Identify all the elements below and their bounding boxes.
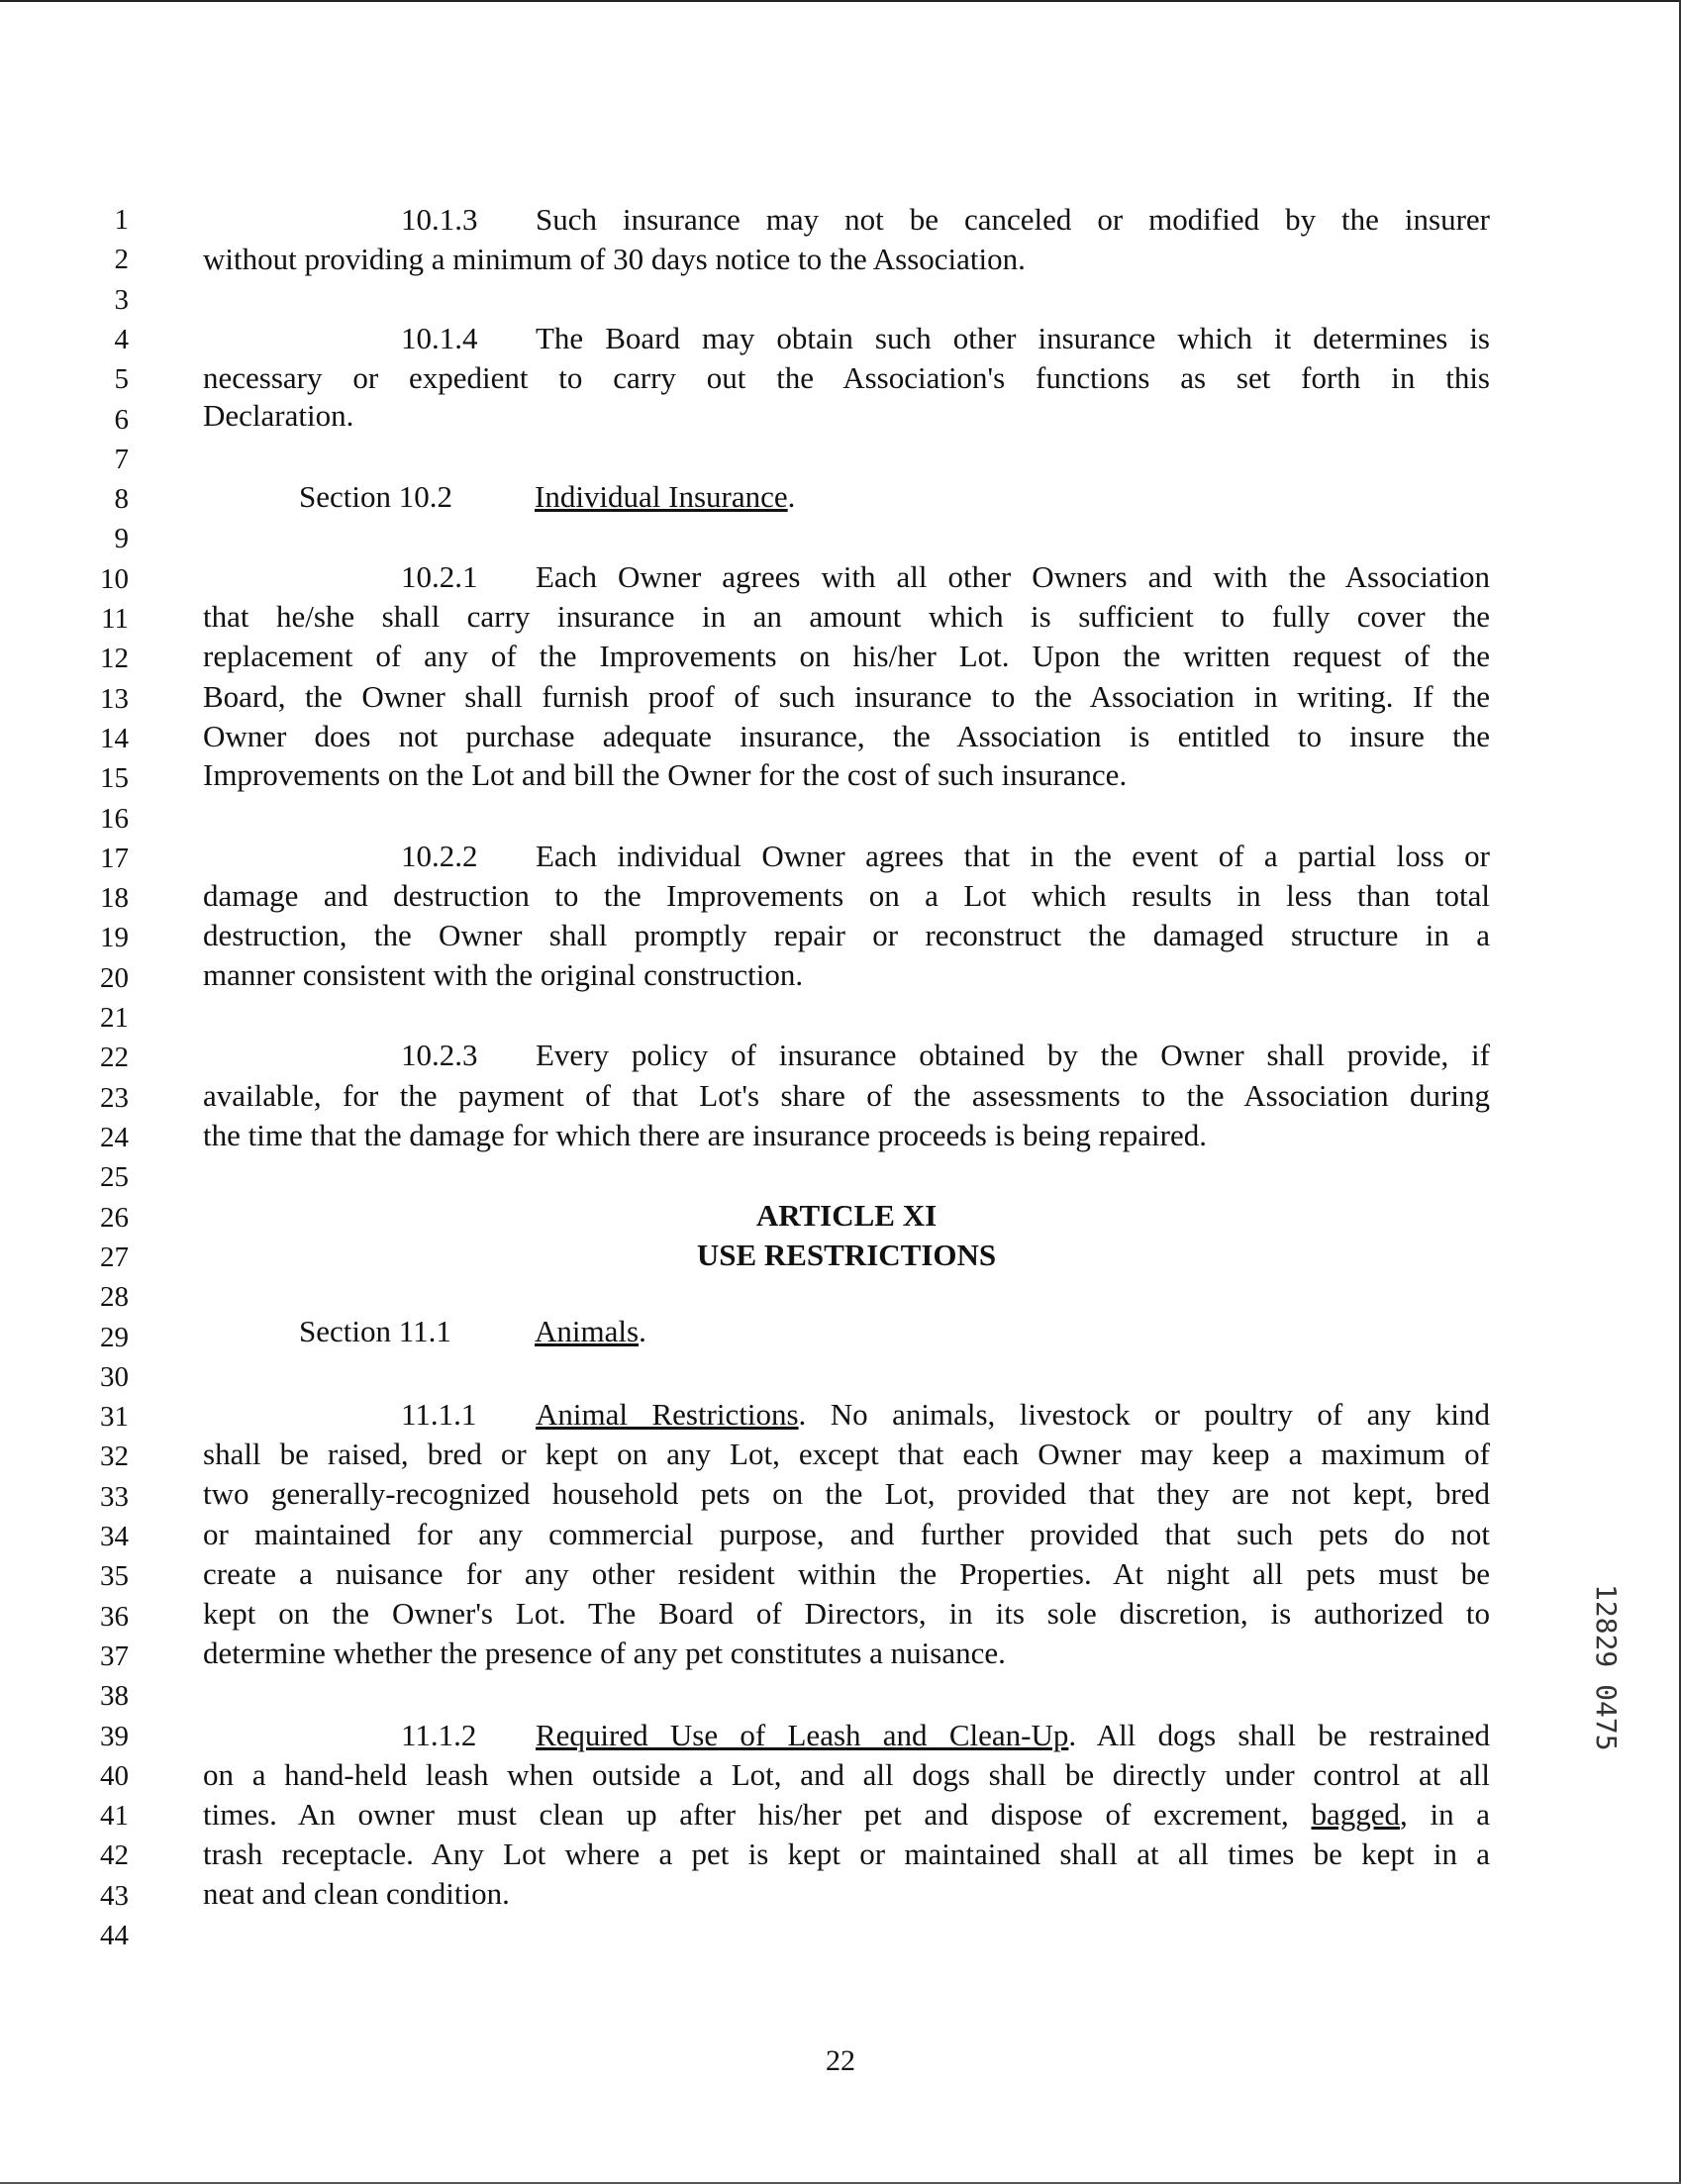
line-number: 43 [100,1879,129,1912]
line-number: 40 [100,1759,129,1792]
line-number: 4 [114,323,129,355]
paragraph-number: 10.2.2 [401,839,478,873]
line-number: 5 [114,363,129,396]
paragraph-10-1-3-line-2: without providing a minimum of 30 days notice to the Association. [203,242,1026,276]
paragraph-number: 10.2.1 [401,559,478,594]
line-number: 36 [100,1600,129,1633]
paragraph-number: 10.1.4 [401,321,478,355]
section-10-2-heading [299,477,795,517]
section-11-1-heading [299,1312,646,1351]
text-line: The Board may obtain such other insurance which it determines is [536,321,1490,355]
paragraph-10-2-1-line-4: Board, the Owner shall furnish proof of such insurance to the Association in writing. If the [203,679,1490,714]
paragraph-11-1-1-line-6: kept on the Owner's Lot. The Board of Directors, in its sole discretion, is authorized to [203,1596,1490,1631]
line-number: 2 [114,244,129,276]
line-number: 22 [100,1042,129,1074]
paragraph-11-1-1-line-4: or maintained for any commercial purpose, and further provided that such pets do not [203,1517,1490,1551]
paragraph-number: 10.1.3 [401,202,478,237]
article-title: USE RESTRICTIONS [696,1238,997,1272]
punctuation: . [787,479,796,514]
line-number: 29 [100,1321,129,1353]
text-line: Every policy of insurance obtained by the Owner shall provide, if [536,1038,1490,1072]
text-line: . All dogs shall be restrained [1068,1718,1490,1752]
paragraph-11-1-1-line-5: create a nuisance for any other resident within the Properties. At night all pets must be [203,1556,1490,1591]
line-number: 11 [101,603,129,635]
section-label: Section 10.2 [299,479,452,514]
page-number: 22 [826,2044,855,2077]
line-number: 34 [100,1521,129,1552]
text-line: Each individual Owner agrees that in the event of a partial loss or [536,839,1490,873]
line-number: 21 [100,1002,129,1034]
line-number: 16 [100,802,129,835]
section-label: Section 11.1 [299,1314,451,1348]
paragraph-10-1-4-line-3: Declaration. [203,398,354,433]
text-line: Such insurance may not be canceled or modified by the insurer [536,202,1490,237]
line-number: 35 [100,1560,129,1593]
paragraph-10-2-1-line-2: that he/she shall carry insurance in an amount which is sufficient to fully cover the [203,599,1490,634]
recording-stamp: 12829 0475 [1590,1584,1623,1751]
line-number: 42 [100,1839,129,1872]
line-number: 37 [100,1639,129,1672]
paragraph-10-1-4-line-2: necessary or expedient to carry out the Association's functions as set forth in this [203,360,1490,395]
line-number: 13 [100,682,129,715]
line-number: 33 [100,1480,129,1513]
underlined-word: bagged [1311,1797,1401,1832]
text-line: . No animals, livestock or poultry of any kind [798,1397,1490,1432]
line-number: 12 [100,643,129,675]
line-number: 38 [100,1680,129,1713]
paragraph-11-1-2-line-4: trash receptacle. Any Lot where a pet is kept or maintained shall at all times be kept in a [203,1837,1490,1871]
line-number: 15 [100,762,129,795]
paragraph-11-1-1-line-1 [203,1395,1490,1435]
line-number: 41 [100,1800,129,1833]
paragraph-10-2-2-line-3: destruction, the Owner shall promptly repair or reconstruct the damaged structure in a [203,918,1490,952]
section-title: Individual Insurance [535,479,788,514]
paragraph-11-1-2-line-1 [203,1716,1490,1755]
paragraph-caption: Animal Restrictions [536,1397,799,1432]
paragraph-10-2-2-line-1 [203,837,1490,876]
paragraph-10-2-3-line-2: available, for the payment of that Lot's share of the assessments to the Association during [203,1078,1490,1113]
line-number: 14 [100,722,129,754]
line-number: 23 [100,1081,129,1114]
paragraph-number: 11.1.1 [401,1397,477,1432]
line-number: 39 [100,1720,129,1752]
paragraph-11-1-1-line-7: determine whether the presence of any pet constitutes a nuisance. [203,1636,1006,1670]
line-number: 19 [100,922,129,954]
paragraph-10-2-1-line-3: replacement of any of the Improvements on his/her Lot. Upon the written request of the [203,639,1490,673]
line-number: 28 [100,1281,129,1314]
paragraph-11-1-2-line-3 [203,1795,1490,1835]
paragraph-10-2-3-line-3: the time that the damage for which there are insurance proceeds is being repaired. [203,1118,1207,1152]
text-segment: , in a [1400,1797,1491,1832]
line-number: 24 [100,1122,129,1153]
line-number: 31 [100,1401,129,1434]
text-segment: times. An owner must clean up after his/her pet and dispose of excrement, [203,1797,1289,1832]
paragraph-10-2-1-line-1 [203,557,1490,597]
punctuation: . [639,1314,646,1348]
line-number: 10 [100,562,129,595]
text-line: Each Owner agrees with all other Owners and with the Association [536,559,1490,594]
paragraph-caption: Required Use of Leash and Clean-Up [536,1718,1069,1752]
line-number: 17 [100,842,129,874]
line-number: 3 [114,283,129,316]
line-number: 32 [100,1440,129,1473]
paragraph-number: 10.2.3 [401,1038,478,1072]
paragraph-10-2-1-line-5: Owner does not purchase adequate insurance, the Association is entitled to insure the [203,719,1490,753]
line-number: 18 [100,882,129,915]
article-heading: ARTICLE XI [755,1198,938,1233]
line-number: 7 [114,443,129,475]
paragraph-10-2-2-line-4: manner consistent with the original construction. [203,957,804,992]
paragraph-10-1-3-line-1 [203,200,1490,240]
line-number: 30 [100,1360,129,1393]
paragraph-10-1-4-line-1 [203,319,1490,358]
paragraph-11-1-1-line-2: shall be raised, bred or kept on any Lot, except that each Owner may keep a maximum of [203,1437,1490,1471]
line-number: 25 [100,1161,129,1194]
line-number: 20 [100,961,129,994]
line-number: 27 [100,1241,129,1273]
paragraph-11-1-2-line-5: neat and clean condition. [203,1876,510,1911]
line-number: 8 [114,483,129,516]
line-number: 26 [100,1201,129,1234]
line-number: 1 [114,204,129,236]
paragraph-11-1-1-line-3: two generally-recognized household pets on the Lot, provided that they are not kept, bred [203,1476,1490,1511]
paragraph-10-2-3-line-1 [203,1036,1490,1075]
paragraph-number: 11.1.2 [401,1718,477,1752]
page-top-edge [0,0,1681,2]
line-number: 9 [114,523,129,555]
paragraph-10-2-1-line-6: Improvements on the Lot and bill the Owner for the cost of such insurance. [203,757,1128,792]
line-number: 6 [114,403,129,436]
section-title: Animals [535,1314,640,1348]
paragraph-10-2-2-line-2: damage and destruction to the Improvements on a Lot which results in less than total [203,878,1490,913]
paragraph-11-1-2-line-2: on a hand-held leash when outside a Lot, and all dogs shall be directly under control at all [203,1757,1490,1792]
line-number: 44 [100,1920,129,1951]
